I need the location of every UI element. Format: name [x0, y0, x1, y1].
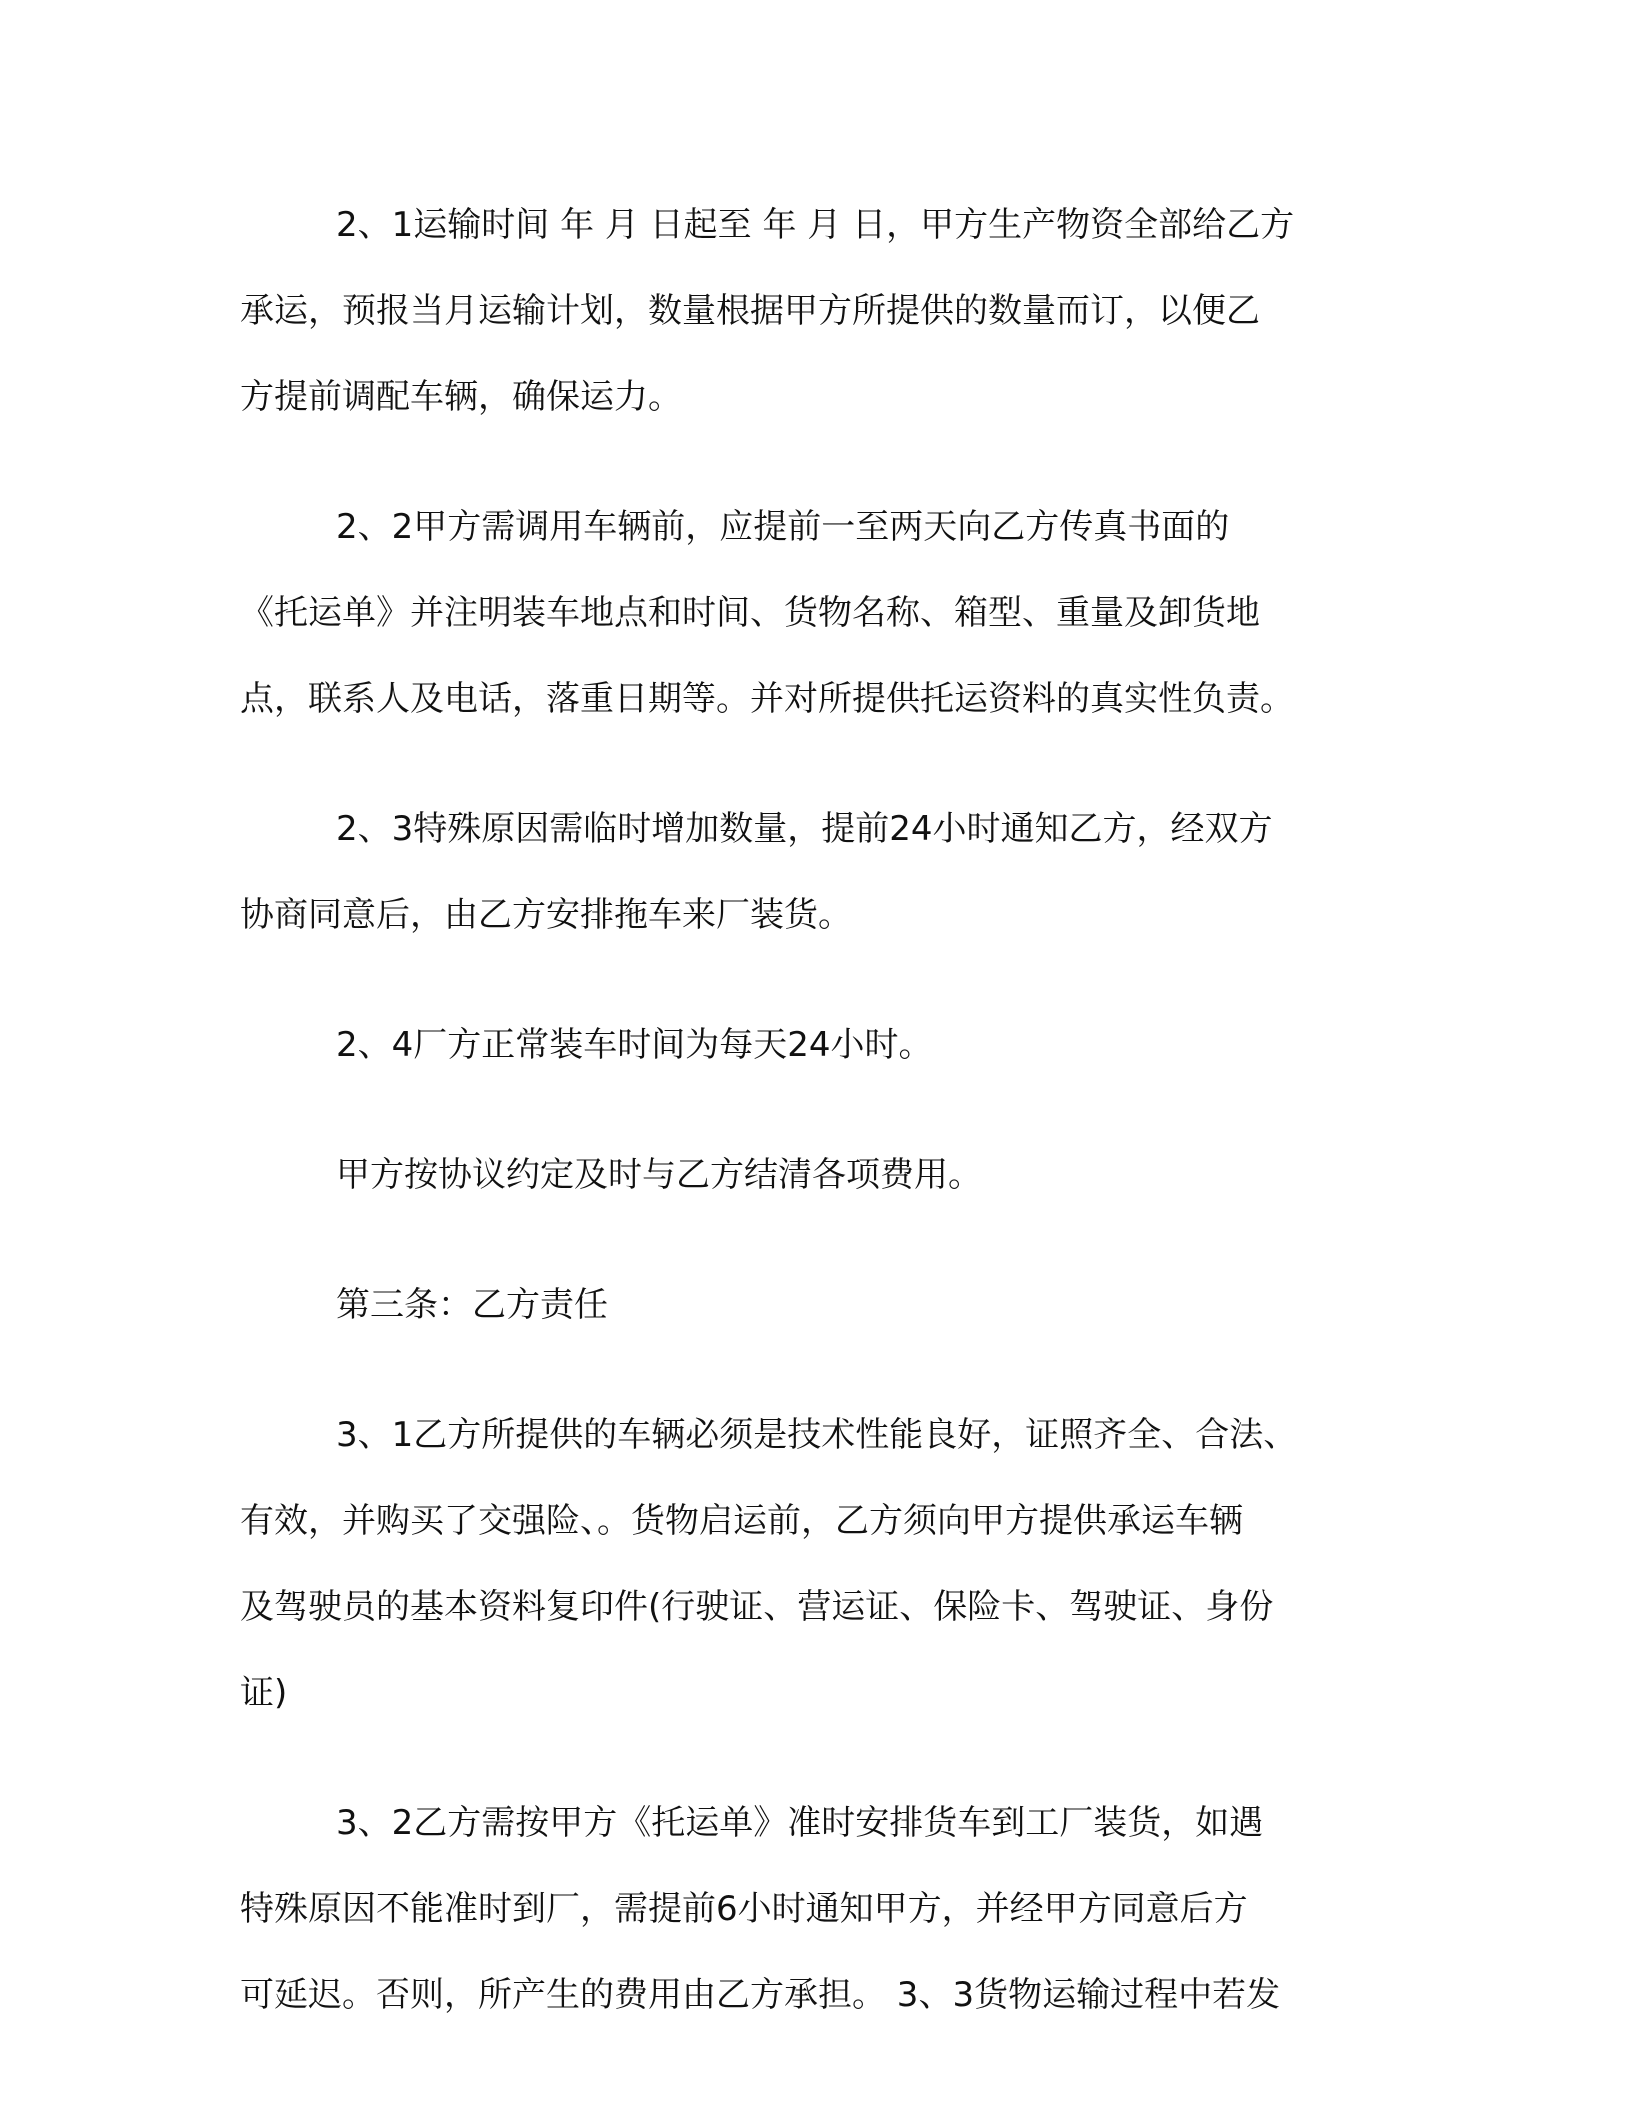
text-line: 有效，并购买了交强险、。货物启运前，乙方须向甲方提供承运车辆 [240, 1501, 1243, 1541]
text-line: 特殊原因不能准时到厂，需提前6小时通知甲方，并经甲方同意后方 [240, 1889, 1248, 1929]
text-line: 2、1运输时间 年 月 日起至 年 月 日，甲方生产物资全部给乙方 [336, 205, 1295, 245]
text-line: 证) [240, 1673, 288, 1713]
article-3-heading [240, 1262, 1392, 1348]
text-line: 及驾驶员的基本资料复印件(行驶证、营运证、保险卡、驾驶证、身份 [240, 1587, 1274, 1627]
text-line: 可延迟。否则，所产生的费用由乙方承担。 3、3货物运输过程中若发 [240, 1975, 1281, 2015]
clause-2-4-paragraph [240, 1002, 1392, 1088]
text-line: 2、3特殊原因需临时增加数量，提前24小时通知乙方，经双方 [336, 809, 1273, 849]
text-line: 点，联系人及电话，落重日期等。并对所提供托运资料的真实性负责。 [240, 679, 1294, 719]
section-heading: 第三条：乙方责任 [336, 1285, 608, 1325]
payment-note-paragraph [240, 1132, 1392, 1218]
clause-2-2-paragraph [240, 484, 1392, 742]
clause-3-1-paragraph [240, 1392, 1392, 1736]
clause-2-3-paragraph [240, 786, 1392, 958]
text-line: 《托运单》并注明装车地点和时间、货物名称、箱型、重量及卸货地 [240, 593, 1260, 633]
text-line: 2、4厂方正常装车时间为每天24小时。 [336, 1025, 933, 1065]
text-line: 承运，预报当月运输计划，数量根据甲方所提供的数量而订，以便乙 [240, 291, 1260, 331]
clause-2-1-paragraph [240, 182, 1392, 440]
document-body [240, 182, 1392, 2082]
text-line: 协商同意后，由乙方安排拖车来厂装货。 [240, 895, 852, 935]
text-line: 甲方按协议约定及时与乙方结清各项费用。 [336, 1155, 982, 1195]
text-line: 3、2乙方需按甲方《托运单》准时安排货车到工厂装货，如遇 [336, 1803, 1264, 1843]
text-line: 2、2甲方需调用车辆前，应提前一至两天向乙方传真书面的 [336, 507, 1230, 547]
clause-3-2-paragraph [240, 1780, 1392, 2038]
text-line: 方提前调配车辆，确保运力。 [240, 377, 682, 417]
text-line: 3、1乙方所提供的车辆必须是技术性能良好，证照齐全、合法、 [336, 1415, 1298, 1455]
